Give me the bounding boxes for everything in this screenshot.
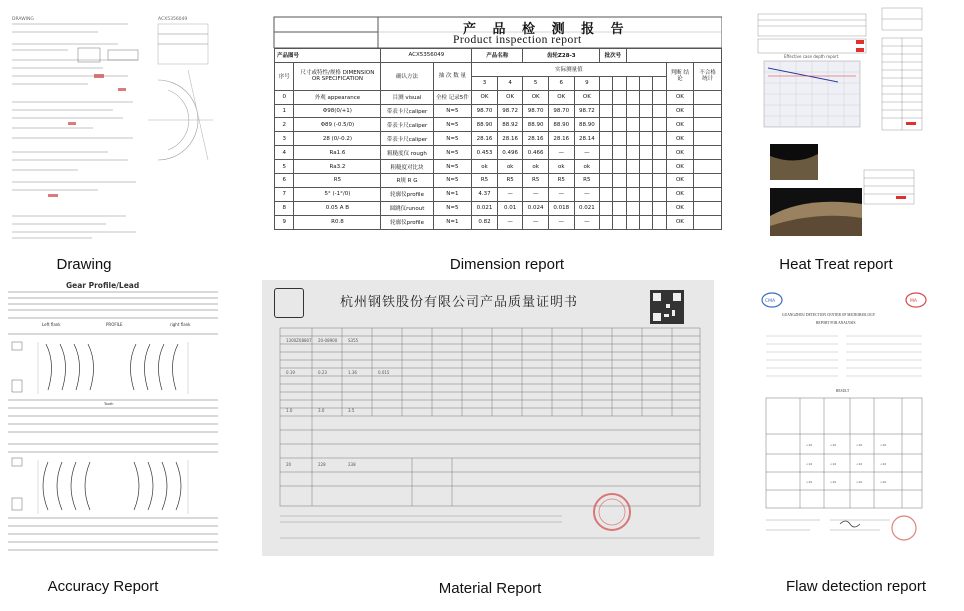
row-method: 轮廓仪profile: [381, 215, 433, 229]
row-count: N=1: [433, 187, 472, 201]
measured-value: 0.496: [497, 146, 523, 160]
svg-text:3.5: 3.5: [348, 408, 355, 413]
svg-text:<10: <10: [806, 443, 813, 447]
fail-count-cell: [694, 90, 722, 104]
svg-text:<10: <10: [806, 462, 813, 466]
empty-cell: [613, 174, 626, 188]
row-number: 3: [275, 132, 294, 146]
row-number: 1: [275, 104, 294, 118]
measured-value: 98.70: [548, 104, 574, 118]
row-spec: 28 (0/-0.2): [294, 132, 381, 146]
flaw-report-thumbnail[interactable]: [760, 288, 928, 546]
empty-cell: [640, 104, 653, 118]
svg-text:<10: <10: [830, 480, 837, 484]
empty-cell: [613, 201, 626, 215]
empty-cell: [626, 215, 639, 229]
row-judgement: OK: [666, 174, 694, 188]
row-judgement: OK: [666, 118, 694, 132]
empty-cell: [613, 160, 626, 174]
cma-mark: CMA: [765, 299, 776, 304]
svg-text:<10: <10: [856, 443, 863, 447]
product-name-value: 齿轮Z28-3: [523, 49, 600, 63]
row-method: 带表卡尺caliper: [381, 132, 433, 146]
col-judge: 判断 结论: [666, 62, 694, 90]
col-count: 抽 次 数 量: [433, 62, 472, 90]
row-method: 粗糙度仪 rough: [381, 146, 433, 160]
fail-count-cell: [694, 104, 722, 118]
inspection-table: 产品图号 ACX5356049 产品名称 齿轮Z28-3 批次号 序号 尺寸或特性/规格 DIMENSION OR SPECIFICATION 确认方法 抽 次 数 量 实际测量值 判断 结论 不合格 统计 3 4 5 6 9 0 外观 appearance 目测 visual 全检 记录5件 OK OK OK OK OK OK 1 Φ98(0/+1) 带表卡尺caliper N=5 98.70 98.72 98.70 98.70 98.72 OK 2 Φ89 (-0.5/0) 带表卡尺caliper N=5 88.90 88.92 88.90 88.90 88.90 OK 3 28 (0/-0.2) 带表卡尺caliper N=5 28.16 28.16 28.16 28.16 28.14 OK 4 Ra1.6 粗糙度仪 rough N=5 0.453 0.496 0.466 — — OK 5 Ra3.2 粗糙度对比块 N=5 ok ok ok ok ok OK 6 R5 R规 R G N=5 R5 R5 R5 R5 R5 OK 7 5° (-1°/0) 轮廓仪profile N=1 4.37 — — — — OK 8 0.05 A B 圆跳仪runout N=5 0.021 0.01 0.024 0.018 0.021 OK 9 R0.8 轮廓仪profile N=1 0.82 — — — — OK: [274, 48, 722, 230]
table-row: [275, 90, 722, 104]
flaw-sheet: [760, 288, 928, 546]
report-title-cn: 产 品 检 测 报 告: [463, 22, 630, 37]
measured-value: 98.70: [472, 104, 498, 118]
measured-value: ok: [574, 160, 600, 174]
measured-value: 28.14: [574, 132, 600, 146]
measured-value: 98.70: [523, 104, 549, 118]
measured-value: R5: [548, 174, 574, 188]
fail-count-cell: [694, 215, 722, 229]
row-spec: Φ98(0/+1): [294, 104, 381, 118]
empty-cell: [653, 146, 666, 160]
row-method: 带表卡尺caliper: [381, 104, 433, 118]
row-number: 2: [275, 118, 294, 132]
row-count: N=5: [433, 104, 472, 118]
empty-cell: [626, 187, 639, 201]
empty-cell: [653, 174, 666, 188]
svg-text:<10: <10: [830, 443, 837, 447]
row-spec: 外观 appearance: [294, 90, 381, 104]
row-spec: R5: [294, 174, 381, 188]
measured-value: —: [548, 215, 574, 229]
measured-value: 0.021: [472, 201, 498, 215]
fail-count-cell: [694, 187, 722, 201]
table-row: [275, 174, 722, 188]
svg-text:238: 238: [348, 462, 356, 467]
inspection-report-sheet: [268, 14, 722, 230]
caption-drawing: Drawing: [56, 256, 112, 273]
row-number: 7: [275, 187, 294, 201]
empty-cell: [626, 118, 639, 132]
row-spec: Φ89 (-0.5/0): [294, 118, 381, 132]
row-number: 8: [275, 201, 294, 215]
table-row: [275, 146, 722, 160]
table-row: [275, 215, 722, 229]
row-spec: Ra1.6: [294, 146, 381, 160]
empty-col: [640, 76, 653, 90]
measured-value: —: [574, 215, 600, 229]
measured-value: —: [548, 146, 574, 160]
empty-cell: [653, 215, 666, 229]
sample-col-header: 3: [472, 76, 498, 90]
empty-cell: [640, 118, 653, 132]
row-spec: 0.05 A B: [294, 201, 381, 215]
measured-value: —: [574, 146, 600, 160]
empty-col: [626, 76, 639, 90]
table-row: [275, 118, 722, 132]
svg-text:<10: <10: [830, 462, 837, 466]
col-measured: 实际测量值: [472, 62, 666, 76]
row-judgement: OK: [666, 201, 694, 215]
measured-value: 28.16: [497, 132, 523, 146]
col-fail: 不合格 统计: [694, 62, 722, 90]
row-count: N=5: [433, 174, 472, 188]
caption-flaw: Flaw detection report: [785, 578, 927, 595]
measured-value: 88.92: [497, 118, 523, 132]
measured-value: —: [548, 187, 574, 201]
svg-text:<10: <10: [880, 443, 887, 447]
row-number: 5: [275, 160, 294, 174]
empty-cell: [613, 132, 626, 146]
svg-text:<10: <10: [880, 462, 887, 466]
drawing-no-value: ACX5356049: [381, 49, 472, 63]
measured-value: 0.021: [574, 201, 600, 215]
drawing-thumbnail[interactable]: [8, 10, 216, 242]
measured-value: OK: [574, 90, 600, 104]
empty-cell: [613, 215, 626, 229]
empty-cell: [640, 160, 653, 174]
table-row: [275, 104, 722, 118]
svg-text:1.36: 1.36: [348, 370, 357, 375]
measured-value: OK: [472, 90, 498, 104]
svg-text:0.19: 0.19: [286, 370, 295, 375]
svg-text:<10: <10: [856, 462, 863, 466]
svg-text:228: 228: [318, 462, 326, 467]
measured-value: 88.90: [523, 118, 549, 132]
left-flank-label: Left flank: [42, 322, 61, 327]
report-title-en: Product inspection report: [453, 34, 582, 46]
empty-cell: [600, 187, 613, 201]
row-count: N=1: [433, 215, 472, 229]
svg-text:<10: <10: [880, 480, 887, 484]
empty-cell: [653, 132, 666, 146]
empty-cell: [640, 174, 653, 188]
measured-value: R5: [497, 174, 523, 188]
measured-value: —: [523, 215, 549, 229]
accuracy-report-thumbnail[interactable]: [8, 282, 218, 556]
measured-value: 88.90: [574, 118, 600, 132]
empty-cell: [653, 160, 666, 174]
svg-text:0.015: 0.015: [378, 370, 390, 375]
empty-cell: [613, 104, 626, 118]
flaw-seal-stamp: [892, 516, 916, 540]
empty-col: [653, 76, 666, 90]
row-method: 粗糙度对比块: [381, 160, 433, 174]
empty-cell: [653, 187, 666, 201]
svg-text:1.0: 1.0: [286, 408, 293, 413]
measured-value: R5: [472, 174, 498, 188]
measured-value: 88.90: [548, 118, 574, 132]
flaw-result-label: RESULT: [836, 389, 850, 393]
material-sheet: [262, 280, 714, 556]
row-judgement: OK: [666, 132, 694, 146]
dimension-report-thumbnail[interactable]: [268, 14, 722, 234]
inspection-rows: [275, 90, 722, 229]
row-method: 带表卡尺caliper: [381, 118, 433, 132]
measured-value: ok: [523, 160, 549, 174]
heat-treat-thumbnail[interactable]: [756, 6, 926, 236]
measured-value: —: [497, 187, 523, 201]
svg-text:20-08900: 20-08900: [318, 338, 338, 343]
row-judgement: OK: [666, 90, 694, 104]
measured-value: 28.16: [523, 132, 549, 146]
row-number: 6: [275, 174, 294, 188]
measured-value: OK: [523, 90, 549, 104]
batch-label: 批次号: [600, 49, 627, 63]
table-row: [275, 160, 722, 174]
measured-value: ok: [548, 160, 574, 174]
measured-value: 98.72: [497, 104, 523, 118]
flaw-title: GUANGZHOU DETECTION CENTER OF MICROBIOLOGY: [782, 313, 876, 317]
empty-cell: [600, 160, 613, 174]
ma-mark: MA: [910, 299, 917, 304]
row-judgement: OK: [666, 146, 694, 160]
accuracy-sheet: [8, 282, 218, 556]
empty-cell: [600, 201, 613, 215]
measured-value: 28.16: [472, 132, 498, 146]
empty-cell: [613, 118, 626, 132]
empty-cell: [640, 90, 653, 104]
measured-value: 0.466: [523, 146, 549, 160]
empty-cell: [653, 118, 666, 132]
measured-value: ok: [472, 160, 498, 174]
measured-value: R5: [523, 174, 549, 188]
svg-text:S355: S355: [348, 338, 359, 343]
row-count: 全检 记录5件: [433, 90, 472, 104]
fail-count-cell: [694, 132, 722, 146]
profile-label: PROFILE: [106, 322, 123, 327]
caption-material: Material Report: [438, 580, 542, 597]
svg-text:ACX5356049: ACX5356049: [158, 17, 188, 22]
row-count: N=5: [433, 201, 472, 215]
svg-text:<10: <10: [806, 480, 813, 484]
heat-treat-sheet: [756, 6, 926, 236]
flaw-subtitle: REPORT FOR ANALYSIS: [816, 321, 856, 325]
measured-value: 28.16: [548, 132, 574, 146]
empty-cell: [600, 215, 613, 229]
measured-value: OK: [548, 90, 574, 104]
row-count: N=5: [433, 160, 472, 174]
caption-heat: Heat Treat report: [779, 256, 893, 273]
measured-value: 0.024: [523, 201, 549, 215]
empty-cell: [653, 90, 666, 104]
col-method: 确认方法: [381, 62, 433, 90]
row-number: 9: [275, 215, 294, 229]
svg-text:DRAWING: DRAWING: [12, 17, 34, 22]
sample-col-header: 6: [548, 76, 574, 90]
empty-cell: [640, 201, 653, 215]
fail-count-cell: [694, 118, 722, 132]
col-spec: 尺寸或特性/规格 DIMENSION OR SPECIFICATION: [294, 62, 381, 90]
svg-text:0.23: 0.23: [318, 370, 327, 375]
measured-value: 0.82: [472, 215, 498, 229]
row-judgement: OK: [666, 187, 694, 201]
empty-col: [613, 76, 626, 90]
empty-cell: [600, 104, 613, 118]
table-row: [275, 187, 722, 201]
caption-accuracy: Accuracy Report: [47, 578, 159, 595]
measured-value: —: [497, 215, 523, 229]
material-report-title: 杭州钢铁股份有限公司产品质量证明书: [340, 295, 579, 310]
row-judgement: OK: [666, 215, 694, 229]
row-number: 0: [275, 90, 294, 104]
fail-count-cell: [694, 174, 722, 188]
empty-cell: [626, 160, 639, 174]
fail-count-cell: [694, 201, 722, 215]
empty-cell: [613, 187, 626, 201]
steel-company-logo: [274, 288, 304, 318]
measured-value: 0.01: [497, 201, 523, 215]
table-row: [275, 132, 722, 146]
empty-cell: [653, 104, 666, 118]
sample-col-header: 9: [574, 76, 600, 90]
empty-cell: [626, 104, 639, 118]
row-count: N=5: [433, 118, 472, 132]
empty-cell: [640, 187, 653, 201]
empty-cell: [600, 132, 613, 146]
fail-count-cell: [694, 160, 722, 174]
measured-value: —: [574, 187, 600, 201]
row-method: 目测 visual: [381, 90, 433, 104]
row-spec: R0.8: [294, 215, 381, 229]
empty-cell: [626, 201, 639, 215]
svg-text:3.0: 3.0: [318, 408, 325, 413]
measured-value: —: [523, 187, 549, 201]
empty-cell: [613, 146, 626, 160]
svg-text:<10: <10: [856, 480, 863, 484]
measured-value: R5: [574, 174, 600, 188]
empty-cell: [626, 146, 639, 160]
empty-cell: [626, 132, 639, 146]
drawing-no-label: 产品图号: [275, 49, 381, 63]
svg-text:1300Z08807: 1300Z08807: [286, 338, 312, 343]
empty-cell: [600, 174, 613, 188]
heat-chart-title: Effective case depth report: [784, 54, 839, 59]
row-method: R规 R G: [381, 174, 433, 188]
row-spec: 5° (-1°/0): [294, 187, 381, 201]
row-method: 轮廓仪profile: [381, 187, 433, 201]
product-name-label: 产品名称: [472, 49, 523, 63]
empty-cell: [640, 146, 653, 160]
measured-value: OK: [497, 90, 523, 104]
measured-value: 88.90: [472, 118, 498, 132]
row-count: N=5: [433, 132, 472, 146]
row-judgement: OK: [666, 160, 694, 174]
drawing-sketch: [8, 10, 216, 242]
empty-cell: [613, 90, 626, 104]
row-number: 4: [275, 146, 294, 160]
empty-cell: [626, 90, 639, 104]
empty-cell: [653, 201, 666, 215]
caption-dimension: Dimension report: [449, 256, 565, 273]
tooth-label: Tooth: [104, 402, 114, 406]
measured-value: 0.018: [548, 201, 574, 215]
fail-count-cell: [694, 146, 722, 160]
table-row: [275, 201, 722, 215]
empty-cell: [600, 90, 613, 104]
row-spec: Ra3.2: [294, 160, 381, 174]
sample-col-header: 5: [523, 76, 549, 90]
empty-col: [600, 76, 613, 90]
empty-cell: [640, 215, 653, 229]
empty-cell: [600, 118, 613, 132]
measured-value: 0.453: [472, 146, 498, 160]
empty-cell: [640, 132, 653, 146]
empty-cell: [626, 174, 639, 188]
material-report-thumbnail[interactable]: [262, 280, 714, 556]
accuracy-title: Gear Profile/Lead: [66, 282, 140, 290]
svg-text:20: 20: [286, 462, 292, 467]
measured-value: 98.72: [574, 104, 600, 118]
row-judgement: OK: [666, 104, 694, 118]
row-count: N=5: [433, 146, 472, 160]
sample-col-header: 4: [497, 76, 523, 90]
row-method: 圆跳仪runout: [381, 201, 433, 215]
measured-value: 4.37: [472, 187, 498, 201]
right-flank-label: right flank: [170, 322, 191, 327]
measured-value: ok: [497, 160, 523, 174]
empty-cell: [600, 146, 613, 160]
